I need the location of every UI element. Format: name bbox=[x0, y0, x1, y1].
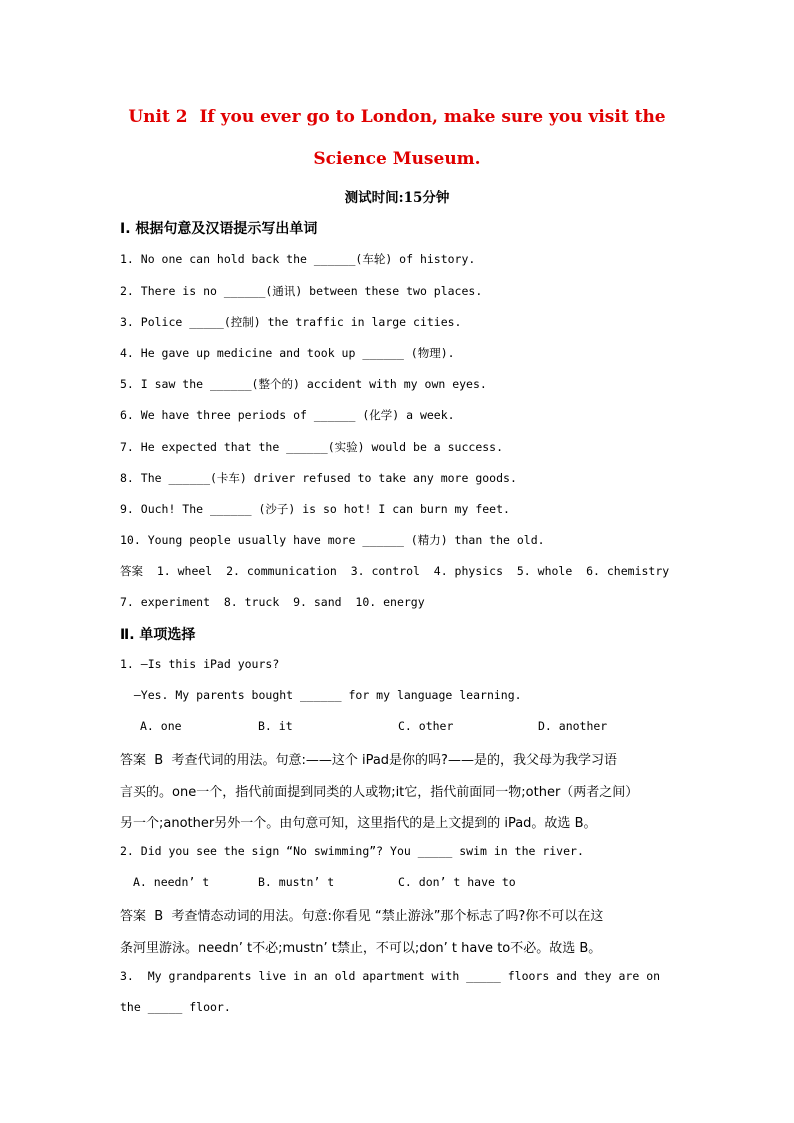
section-1-heading: Ⅰ. 根据句意及汉语提示写出单词 bbox=[120, 221, 318, 237]
section-2-heading: Ⅱ. 单项选择 bbox=[120, 627, 196, 643]
question-2-stem: 2. Did you see the sign “No swimming”? You _____ swim in the river. bbox=[120, 844, 584, 858]
question-1-stem: 1. —Is this iPad yours? bbox=[120, 657, 280, 671]
exercise-item: 9. Ouch! The ______ (沙子) is so hot! I can burn my feet. bbox=[120, 502, 510, 516]
question-1-answer: 答案 B 考查代词的用法。句意:——这个 iPad是你的吗?——是的，我父母为我学习语 bbox=[120, 753, 617, 768]
option-b: B. mustn’ t bbox=[258, 875, 335, 889]
question-1-stem: —Yes. My parents bought ______ for my language learning. bbox=[120, 688, 522, 702]
answer-key-line: 7. experiment 8. truck 9. sand 10. energy bbox=[120, 595, 425, 609]
unit-title-line-2: Science Museum. bbox=[313, 149, 481, 169]
question-2-answer: 答案 B 考查情态动词的用法。句意:你看见 “禁止游泳”那个标志了吗?你不可以在这 bbox=[120, 909, 604, 924]
option-c: C. other bbox=[398, 719, 454, 733]
option-b: B. it bbox=[258, 719, 293, 733]
option-d: D. another bbox=[538, 719, 608, 733]
test-time: 测试时间:15分钟 bbox=[344, 190, 450, 206]
question-3-stem: the _____ floor. bbox=[120, 1000, 231, 1014]
option-c: C. don’ t have to bbox=[398, 875, 516, 889]
exercise-item: 1. No one can hold back the ______(车轮) of history. bbox=[120, 252, 476, 266]
exercise-item: 2. There is no ______(通讯) between these two places. bbox=[120, 284, 483, 298]
option-a: A. one bbox=[140, 719, 182, 733]
answer-key-line: 答案 1. wheel 2. communication 3. control 4. physics 5. whole 6. chemistry bbox=[120, 564, 670, 578]
option-a: A. needn’ t bbox=[133, 875, 210, 889]
unit-title-line-1: Unit 2 If you ever go to London, make sure you visit the bbox=[128, 107, 666, 127]
exercise-item: 3. Police _____(控制) the traffic in large cities. bbox=[120, 315, 462, 329]
exercise-item: 10. Young people usually have more ______ (精力) than the old. bbox=[120, 533, 545, 547]
question-1-answer: 另一个;another另外一个。由句意可知，这里指代的是上文提到的 iPad。故选 B。 bbox=[120, 816, 597, 831]
question-3-stem: 3. My grandparents live in an old apartment with _____ floors and they are on bbox=[120, 969, 661, 983]
exercise-item: 7. He expected that the ______(实验) would be a success. bbox=[120, 440, 504, 454]
exercise-item: 8. The ______(卡车) driver refused to take any more goods. bbox=[120, 471, 517, 485]
exercise-item: 5. I saw the ______(整个的) accident with my own eyes. bbox=[120, 377, 487, 391]
exercise-item: 4. He gave up medicine and took up ______ (物理). bbox=[120, 346, 455, 360]
question-1-answer: 言买的。one一个，指代前面提到同类的人或物;it它，指代前面同一物;other（两者之间） bbox=[120, 785, 639, 800]
exercise-item: 6. We have three periods of ______ (化学) a week. bbox=[120, 408, 455, 422]
question-2-answer: 条河里游泳。needn’ t不必;mustn’ t禁止，不可以;don’ t have to不必。故选 B。 bbox=[120, 941, 602, 956]
